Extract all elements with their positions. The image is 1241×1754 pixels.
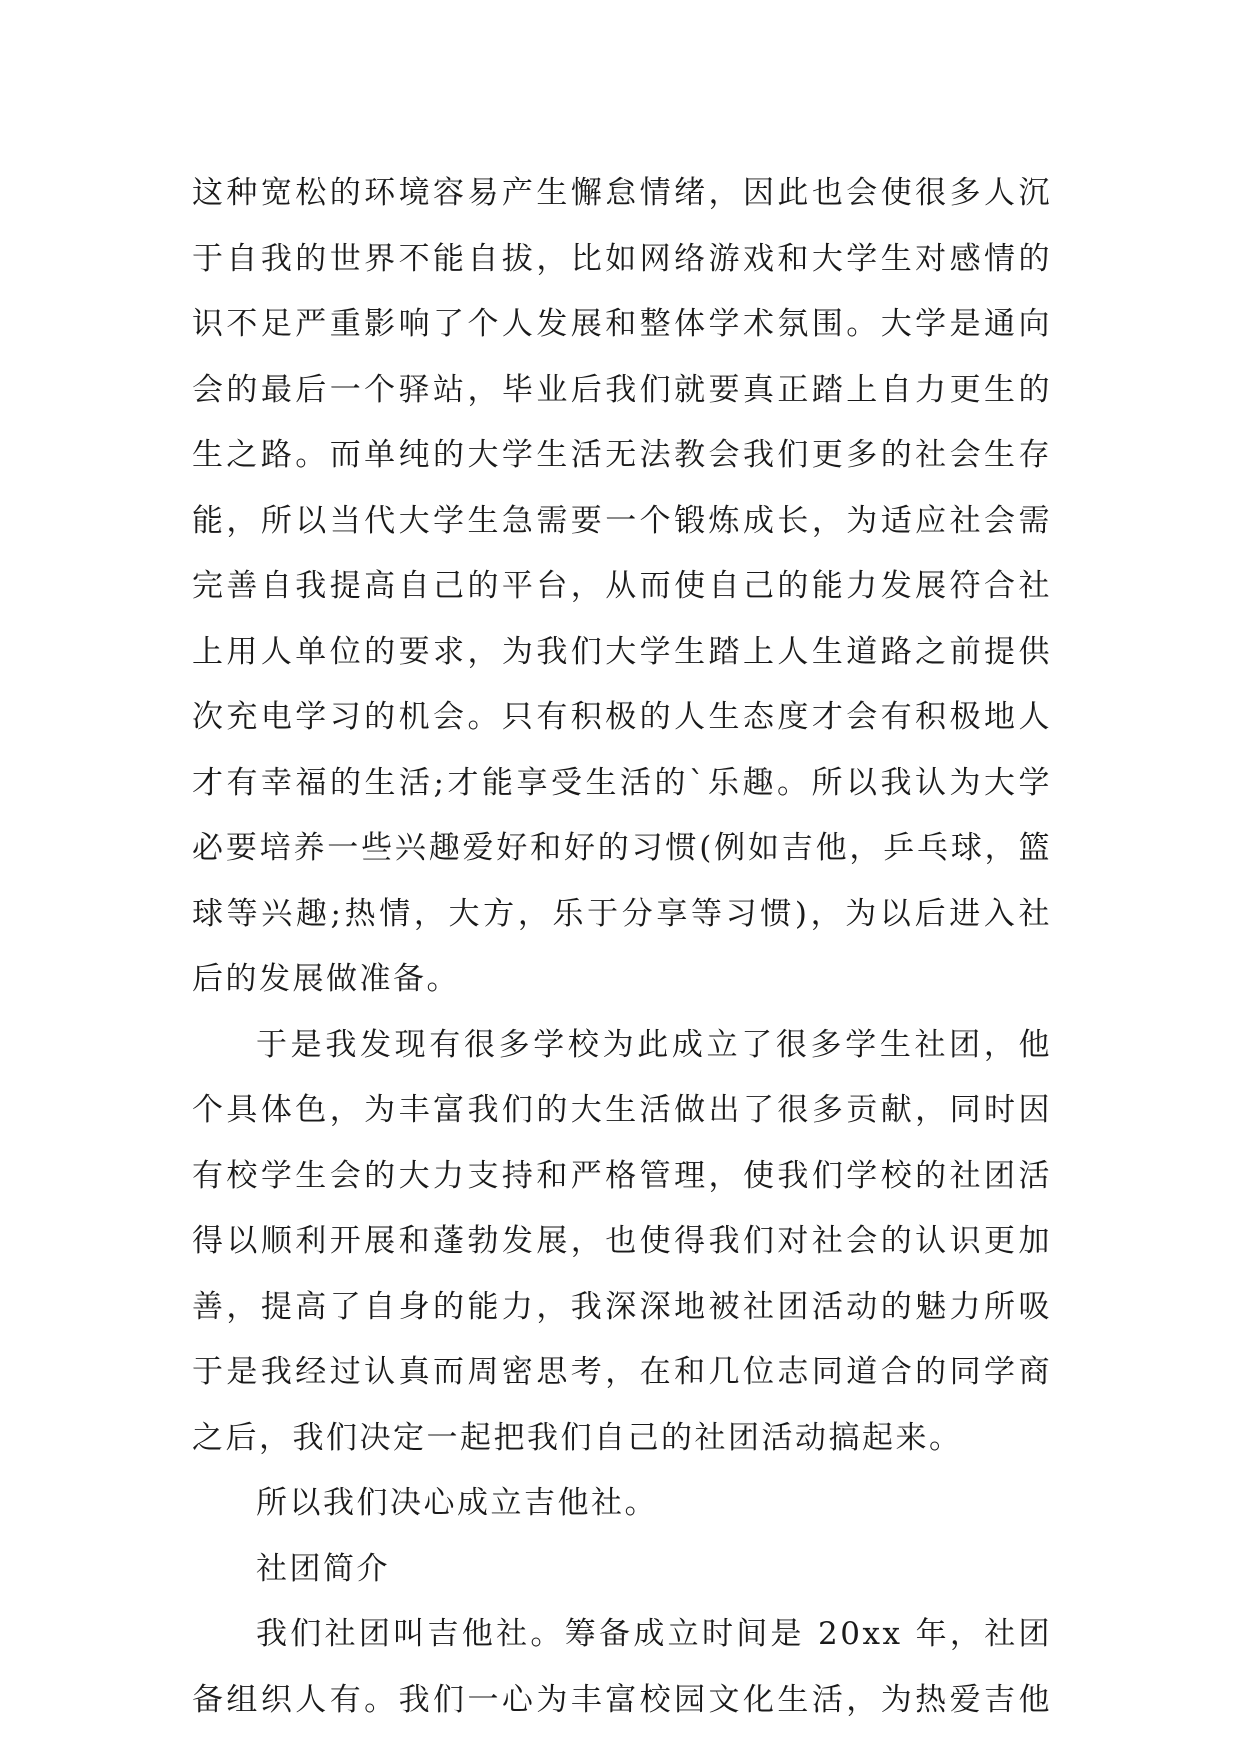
- text-line: 于自我的世界不能自拔，比如网络游戏和大学生对感情的: [192, 240, 1052, 277]
- text-line: 必要培养一些兴趣爱好和好的习惯(例如吉他，乒乓球，篮: [192, 830, 1052, 866]
- text-line: 个具体色，为丰富我们的大生活做出了很多贡献，同时因: [192, 1092, 1052, 1128]
- text-line: 善，提高了自身的能力，我深深地被社团活动的魅力所吸: [192, 1288, 1052, 1325]
- text-line: 上用人单位的要求，为我们大学生踏上人生道路之前提供: [192, 633, 1052, 670]
- text-line: 于是我经过认真而周密思考，在和几位志同道合的同学商: [192, 1354, 1052, 1390]
- text-line: 有校学生会的大力支持和严格管理，使我们学校的社团活: [192, 1157, 1052, 1194]
- text-line: 才有幸福的生活;才能享受生活的`乐趣。所以我认为大学: [192, 764, 1052, 801]
- text-line: 完善自我提高自己的平台，从而使自己的能力发展符合社: [192, 568, 1052, 604]
- text-line: 于是我发现有很多学校为此成立了很多学生社团，他: [256, 1026, 1052, 1063]
- text-line: 识不足严重影响了个人发展和整体学术氛围。大学是通向: [192, 306, 1052, 342]
- text-line: 得以顺利开展和蓬勃发展，也使得我们对社会的认识更加: [192, 1223, 1052, 1259]
- text-line: 之后，我们决定一起把我们自己的社团活动搞起来。: [192, 1419, 963, 1456]
- text-line: 次充电学习的机会。只有积极的人生态度才会有积极地人: [192, 699, 1052, 735]
- text-line: 会的最后一个驿站，毕业后我们就要真正踏上自力更生的: [192, 371, 1052, 408]
- text-line: 备组织人有。我们一心为丰富校园文化生活，为热爱吉他: [192, 1681, 1052, 1718]
- text-line: 社团简介: [256, 1550, 390, 1587]
- text-line: 后的发展做准备。: [192, 961, 460, 997]
- text-line: 所以我们决心成立吉他社。: [256, 1485, 658, 1521]
- text-line: 球等兴趣;热情，大方，乐于分享等习惯)，为以后进入社: [192, 895, 1052, 932]
- text-line: 这种宽松的环境容易产生懈怠情绪，因此也会使很多人沉: [192, 175, 1052, 211]
- text-line: 能，所以当代大学生急需要一个锻炼成长，为适应社会需: [192, 502, 1052, 539]
- text-line: 我们社团叫吉他社。筹备成立时间是 20xx 年，社团: [256, 1616, 1052, 1652]
- document-body: [192, 161, 1052, 1733]
- text-line: 生之路。而单纯的大学生活无法教会我们更多的社会生存: [192, 437, 1052, 473]
